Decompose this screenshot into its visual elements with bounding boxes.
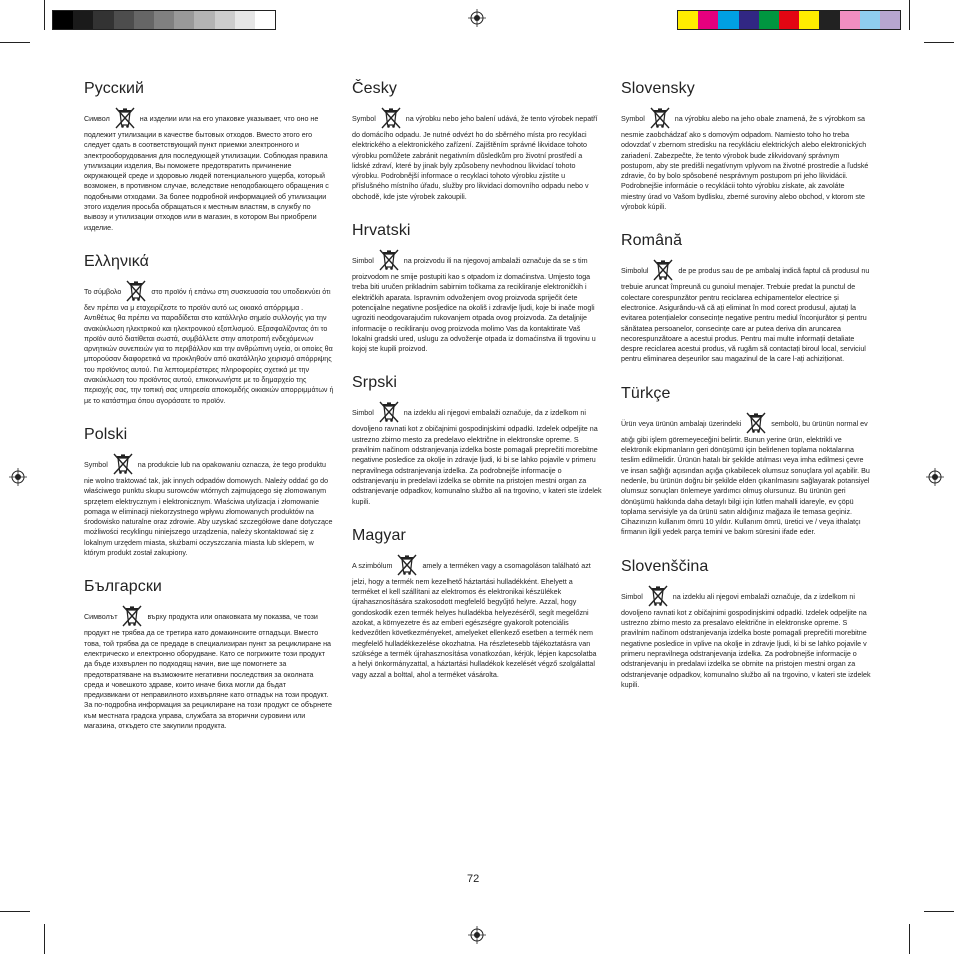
- crossed-out-wheelie-bin-icon: [121, 604, 143, 628]
- crop-mark: [909, 924, 910, 954]
- calibration-swatch: [799, 11, 819, 29]
- calibration-swatch: [698, 11, 718, 29]
- calibration-swatch: [134, 11, 154, 29]
- section-title: Русский: [84, 80, 145, 97]
- crossed-out-wheelie-bin-icon: [380, 106, 402, 130]
- registration-mark-icon: [468, 926, 486, 944]
- calibration-swatch: [53, 11, 73, 29]
- section-body: [621, 106, 871, 212]
- crossed-out-wheelie-bin-icon: [652, 258, 674, 282]
- section-title: Български: [84, 578, 162, 596]
- section-greek: [84, 253, 334, 406]
- text-post: на изделии или на его упаковке указывает, что оно не подлежит утилизации в качестве бытовых отходов. Вместо этого его следует сдать в соответствующий пункт приемки электронного и электрооборудования для последующей утилизации. Соблюдая правила утилизации изделия, Вы поможете предотвратить причинение окружающей среде и здоровью людей потенциального ущерба, который возможен, в противном случае, вследствие неподобающего обращения с подобными отходами. За более подробной информацией об утилизации этого изделия просьба обращаться к местным властям, в службу по вывозу и утилизации отходов или в магазин, в котором Вы приобрели изделие.: [84, 115, 329, 232]
- text-pre: Symbol: [84, 460, 108, 469]
- crossed-out-wheelie-bin-icon: [647, 584, 669, 608]
- calibration-swatch: [114, 11, 134, 29]
- column-right: [621, 80, 871, 710]
- grayscale-calibration-bar: [52, 10, 276, 30]
- registration-mark-icon: [926, 468, 944, 486]
- calibration-swatch: [880, 11, 900, 29]
- text-post: de pe produs sau de pe ambalaj indică faptul că produsul nu trebuie aruncat împreună cu gunoiul menajer. Trebuie predat la punctul de colectare corespunzător pentru reciclarea echipamentelor electrice și electronice. Asigurându-vă că ați eliminat în mod corect produsul, ajutați la evitarea potențialelor consecințe negative pentru mediul înconjurător și pentru sănătatea persoanelor, consecințe care ar putea deriva din aruncarea necorespunzătoare a acestui produs. Pentru mai multe informații detaliate despre reciclarea acestui produs, vă rugăm să contactați biroul local, serviciul pentru eliminarea deșeurilor sau magazinul de la care l-ați achiziționat.: [621, 267, 870, 364]
- calibration-swatch: [678, 11, 698, 29]
- section-title: Slovenščina: [621, 557, 709, 575]
- calibration-swatch: [718, 11, 738, 29]
- column-left: [84, 80, 334, 751]
- color-calibration-bar: [677, 10, 901, 30]
- calibration-swatch: [759, 11, 779, 29]
- text-post: na produkcie lub na opakowaniu oznacza, że tego produktu nie wolno traktować tak, jak innych odpadów domowych. Należy oddać go do właściwego punktu skupu surowców wtórnych zajmującego się złomowanym sprzętem elektrycznym i elektronicznym. Właściwa utylizacja i złomowanie pomaga w eliminacji niekorzystnego wpływu złomowanych produktów na środowisko naturalne oraz zdrowie. Aby uzyskać szczegółowe dane dotyczące możliwości recyklingu niniejszego urządzenia, należy skontaktować się z lokalnym urzędem miasta, służbami oczyszczania miasta lub sklepem, w którym produkt został zakupiony.: [84, 460, 333, 558]
- registration-mark-icon: [9, 468, 27, 486]
- section-body: [621, 411, 871, 538]
- calibration-swatch: [194, 11, 214, 29]
- section-serbian: [352, 374, 602, 506]
- calibration-swatch: [840, 11, 860, 29]
- section-body: [621, 258, 871, 364]
- section-slovenian: [621, 558, 871, 690]
- section-body: [84, 279, 334, 406]
- crossed-out-wheelie-bin-icon: [114, 106, 136, 130]
- section-title: Türkçe: [621, 384, 671, 402]
- text-pre: Simbolul: [621, 267, 649, 276]
- text-pre: Simbol: [352, 257, 374, 266]
- calibration-swatch: [154, 11, 174, 29]
- crossed-out-wheelie-bin-icon: [378, 248, 400, 272]
- section-title: Slovensky: [621, 80, 695, 97]
- text-pre: Simbol: [621, 592, 643, 601]
- text-pre: Ürün veya ürünün ambalajı üzerindeki: [621, 419, 742, 428]
- column-middle: [352, 80, 602, 700]
- section-body: [621, 584, 871, 690]
- text-pre: Символ: [84, 115, 110, 123]
- text-post: amely a terméken vagy a csomagoláson található azt jelzi, hogy a termék nem kezelhető háztartási hulladékként. Ehelyett a terméket el kell szállítani az elektromos és elektronikai készülékek újrahasznosítására szakosodott megfelelő begyűjtő helyre. Azzal, hogy gondoskodik ezen termék helyes hulladékba helyezéséről, segít megelőzni azokat, a környezetre és az emberi egészségre gyakorolt potenciális kedvezőtlen következményeket, amelyeket ellenkező esetben a termék nem megfelelő hulladékkezelése okozhatna. Ha részletesebb tájékoztatásra van szüksége a termék újrahasznosítása vonatkozóan, kérjük, lépjen kapcsolatba a helyi önkormányzattal, a háztartási hulladékok kezelését végző szolgálattal vagy azzal a bolttal, ahol a terméket vásárolta.: [352, 561, 597, 679]
- section-title: Ελληνικά: [84, 252, 149, 270]
- section-slovak: [621, 80, 871, 212]
- crossed-out-wheelie-bin-icon: [745, 411, 767, 435]
- text-post: na izdeklu ali njegovi embalaži označuje, da z izdelkom ni dovoljeno ravnati kot z običajnimi gospodinjskimi odpadki. Izdelek odpeljite na ustrezno zbirno mesto za predelavo električne in elektronske opreme. S pravilnim načinom odstranjevanja izdelka boste pomagali preprečiti morebitne negativne posledice za okolje in zdravje ljudi, ki bi se lahko pojavile v primeru nepravilnega odstranjevanja izdelka. Za podrobnejše informacije o odstranjevanju in predelavi izdelka se obrnite na pristojen mestni organ za odstranjevanje odpadkov, komunalno službo ali na trgovino, v kateri ste izdelek kupili.: [352, 409, 602, 506]
- text-post: sembolü, bu ürünün normal ev atığı gibi işlem göremeyeceğini belirtir. Bunun yerine ürün, elektrikli ve elektronik ekipmanların geri dönüşümü için belirlenen toplama noktalarına teslim edilmelidir. Ürünün hatalı bir şekilde atılması veya imha edilmesi çevre ve insan sağlığı açısından açığa çıkabilecek olumsuz sonuçlara yol açabilir. Bu nedenle, bu ürünün doğru bir şekilde elden çıkarılmasını sağlayarak potansiyel olumsuz sonuçları önlemeye yardımcı olmuş olursunuz. Bu ürünün geri dönüşümü hakkında daha detaylı bilgi için lütfen mahalli idareyle, ev çöpü toplama servisiyle ya da ürünü satın aldığınız mağaza ile temasa geçiniz. Cihazınızın kullanım ömrü 10 yıldır. Kullanım ömrü, üretici ve / veya ithalatçı firmanın ilgili yedek parça temini ve bakım süresini ifade eder.: [621, 419, 870, 537]
- crossed-out-wheelie-bin-icon: [112, 452, 134, 476]
- calibration-swatch: [819, 11, 839, 29]
- calibration-swatch: [235, 11, 255, 29]
- section-bulgarian: [84, 578, 334, 731]
- calibration-swatch: [93, 11, 113, 29]
- text-pre: Symbol: [352, 115, 376, 123]
- section-russian: [84, 80, 334, 233]
- calibration-swatch: [255, 11, 275, 29]
- text-pre: Simbol: [352, 409, 374, 418]
- crop-mark: [44, 0, 45, 30]
- crop-mark: [924, 911, 954, 912]
- crossed-out-wheelie-bin-icon: [396, 553, 418, 577]
- section-body: [84, 452, 334, 558]
- section-body: [84, 604, 334, 731]
- section-turkish: [621, 385, 871, 538]
- text-pre: Το σύμβολο: [84, 287, 122, 296]
- section-hungarian: [352, 527, 602, 680]
- calibration-swatch: [779, 11, 799, 29]
- section-czech: [352, 80, 602, 202]
- crossed-out-wheelie-bin-icon: [649, 106, 671, 130]
- calibration-swatch: [215, 11, 235, 29]
- crop-mark: [0, 911, 30, 912]
- text-post: na výrobku alebo na jeho obale znamená, že s výrobkom sa nesmie zaobchádzať ako s domovým odpadom. Namiesto toho ho treba odovzdať v zbernom stredisku na recykláciu elektrických alebo elektronických zariadení. Zabezpečte, že tento výrobok bude zlikvidovaný správnym postupom, aby ste predišli negatívnym vplyvom na životné prostredie a ľudské zdravie, čo by bolo spôsobené nesprávnym postupom pri jeho likvidácii. Podrobnejšie informácie o recyklácii tohto výrobku získate, ak zavoláte miestny úrad vo Vašom bydlisku, zberné suroviny alebo obchod, v ktorom ste výrobok kúpili.: [621, 115, 869, 212]
- calibration-swatch: [860, 11, 880, 29]
- section-romanian: [621, 232, 871, 364]
- section-body: [352, 400, 602, 506]
- text-pre: Символът: [84, 613, 118, 622]
- text-post: върху продукта или опаковката му показва, че този продукт не трябва да се третира като домакинските отпадъци. Вместо това, той трябва да се предаде в специализиран пункт за рециклиране на електрическо и електронно оборудване. Като се погрижите този продукт да бъде изхвърлен по подходящ начин, вие ще помогнете за предотвратяване на възможните негативни последствия за околната среда и човешкото здраве, които иначе биха могли да бъдат предизвикани от неправилното изхвърляне като отпадък на този продукт. За по-подробна информация за рециклиране на този продукт се обърнете към местната градска управа, службата за вторични суровини или магазина, откъдето сте закупили продукта.: [84, 613, 332, 730]
- section-title: Hrvatski: [352, 222, 411, 240]
- text-pre: Symbol: [621, 115, 645, 123]
- section-title: Srpski: [352, 374, 398, 392]
- crop-mark: [0, 42, 30, 43]
- calibration-swatch: [174, 11, 194, 29]
- section-title: Română: [621, 232, 683, 250]
- page-number: 72: [467, 873, 480, 885]
- crossed-out-wheelie-bin-icon: [378, 400, 400, 424]
- text-post: na výrobku nebo jeho balení udává, že tento výrobek nepatří do domácího odpadu. Je nutné odvézt ho do sběrného místa pro recyklaci elektrického a elektronického zařízení. Zajištěním správné likvidace tohoto výrobku pomůžete zabránit negativním důsledkům pro životní prostředí a lidské zdraví, které by jinak byly způsobeny nevhodnou likvidací tohoto výrobku. Podrobnější informace o recyklaci tohoto výrobku zjistíte u příslušného místního úřadu, služby pro likvidaci domovního odpadu nebo v obchodě, kde jste výrobek zakoupili.: [352, 115, 598, 201]
- section-title: Polski: [84, 425, 128, 443]
- crop-mark: [44, 924, 45, 954]
- section-polish: [84, 426, 334, 558]
- text-post: na izdeklu ali njegovi embalaži označuje, da z izdelkom ni dovoljeno ravnati kot z običajnimi gospodinjskimi odpadki. Izdelek odpeljite na ustrezno zbirno mesto za presalavo električne in elektronske opreme. S pravilnim načinom odstranjevanja izdelka boste pomagali preprečiti morebitne negativne posledice in vplive na okolje in zdravje ljudi, ki bi se lahko pojavile v primeru nepravilnega odstranjevanja izdelka. Za podrobnejše informacije o odstranjevanju in predalavi izdelka se obrnite na pristojen mestni organ za odstranjevanje odpadkov, komunalno službo ali na trgovino, v kateri ste izdelek kupili.: [621, 592, 871, 689]
- calibration-swatch: [739, 11, 759, 29]
- section-body: [84, 106, 334, 233]
- text-post: na proizvodu ili na njegovoj ambalaži označuje da se s tim proizvodom ne smije postupiti kao s otpadom iz domaćinstva. Umjesto toga treba biti uručen prikladnim sabirnim točkama za recikliranje elektroničkih i električkih aparata. Ispravnim odvoženjem ovog proizvoda spriječit ćete potencijalne negativne posljedice na okoliš i zdravlje ljudi, koje bi inače mogli ugroziti neodgovarajućim rukovanjem otpada ovog proizvoda. Za detaljnije informacije o recikliranju ovog proizvoda molimo Vas da kontaktirate Vaš lokalni gradski ured, uslugu za odvoženje otpada iz domaćinstva ili trgovinu u kojoj ste kupili proizvod.: [352, 257, 596, 354]
- section-title: Česky: [352, 80, 397, 97]
- crop-mark: [909, 0, 910, 30]
- section-body: [352, 106, 602, 202]
- calibration-swatch: [73, 11, 93, 29]
- text-pre: A szimbólum: [352, 561, 393, 570]
- section-body: [352, 248, 602, 354]
- registration-mark-icon: [468, 9, 486, 27]
- crop-mark: [924, 42, 954, 43]
- section-title: Magyar: [352, 526, 406, 544]
- section-croatian: [352, 222, 602, 354]
- text-post: στο προϊόν ή επάνω στη συσκευασία του υποδεικνύει ότι δεν πρέπει να μ εταχειρίζεστε το προϊόν αυτό ως οικιακό απόρριμμα . Αντιθέτως θα πρέπει να παραδίδεται στο κατάλληλο σημείο συλλογής για την ανακύκλωση ηλεκτρικού και ηλεκτρονικού εξοπλισμού. Εξασφαλίζοντας ότι το προϊόν αυτό διατίθεται σωστά, συμβάλλετε στην αποτροπή ενδεχόμενων αρνητικών συνεπειών για το περιβάλλον και την ανθρώπινη υγεία, οι οποίες θα μπορούσαν διαφορετικά να προκληθούν από ακατάλληλο χειρισμό απόρριψης του προϊόντος αυτού. Για λεπτομερέστερες πληροφορίες σχετικά με την ανακύκλωση του προϊόντος αυτού, επικοινωνήστε με το δημαρχείο της περιοχής σας, την τοπική σας υπηρεσία αποκομιδής οικιακών απορριμμάτων ή με το κατάστημα όπου αγοράσατε το προϊόν.: [84, 287, 334, 405]
- section-body: [352, 553, 602, 680]
- crossed-out-wheelie-bin-icon: [125, 279, 147, 303]
